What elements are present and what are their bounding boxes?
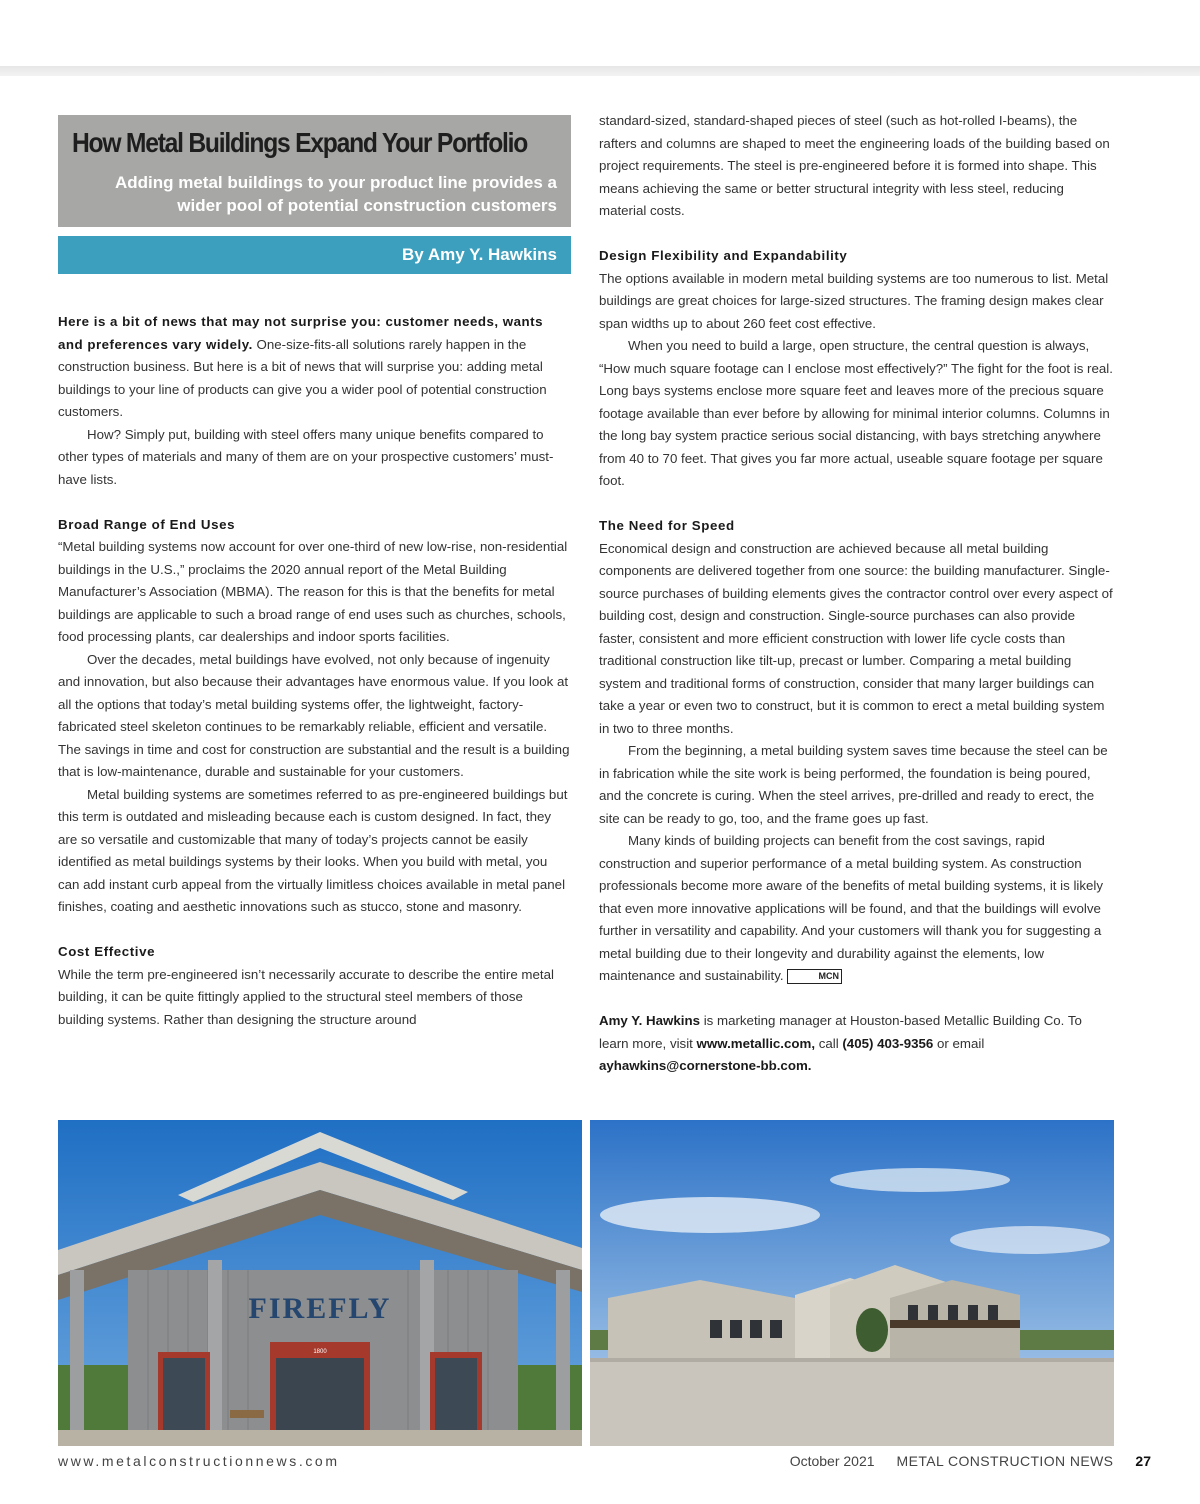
section-heading-need-for-speed: The Need for Speed bbox=[599, 518, 735, 533]
left-column bbox=[58, 311, 572, 1031]
right-column bbox=[599, 110, 1113, 1078]
section-heading-design-flexibility: Design Flexibility and Expandability bbox=[599, 248, 848, 263]
paragraph: While the term pre-engineered isn’t necessarily accurate to describe the entire metal building, it can be quite fittingly applied to the structural steel members of those building systems. Rather than designing the structure around bbox=[58, 966, 554, 1027]
paragraph bbox=[599, 830, 1113, 988]
subtitle-line-1: Adding metal buildings to your product line provides a bbox=[114, 173, 557, 192]
article-subtitle bbox=[72, 171, 557, 217]
paragraph: Over the decades, metal buildings have evolved, not only because of ingenuity and innovation, but also because their advantages have enormous value. If you look at all the options that today’s metal building systems offer, the lightweight, factory-fabricated steel skeleton continues to be remarkably reliable, efficient and versatile. The savings in time and cost for construction are substantial and the result is a building that is low-maintenance, durable and sustainable for your customers. bbox=[58, 651, 570, 779]
paragraph: When you need to build a large, open structure, the central question is always, “How much square footage can I enclose most effectively?” The fight for the foot is real. Long bays systems enclose more square feet and leaves more of the precious square footage available than ever before by allowing for minimal interior columns. Columns in the long bay system practice serious social distancing, with bays stretching anywhere from 40 to 70 feet. That gives you far more actual, useable square footage per square foot. bbox=[599, 338, 1113, 488]
paragraph: The options available in modern metal building systems are too numerous to list. Metal buildings are great choices for large-sized structures. The framing design makes clear span widths up to about 260 feet cost effective. bbox=[599, 270, 1109, 331]
byline-bar bbox=[58, 236, 571, 274]
subtitle-line-2: wider pool of potential construction customers bbox=[177, 196, 557, 215]
intro-lead: Here is a bit of news that may not surprise you: customer needs, wants and preferences vary widely. bbox=[58, 314, 543, 352]
section-heading-cost-effective: Cost Effective bbox=[58, 944, 156, 959]
sign-text: FIREFLY bbox=[248, 1292, 392, 1325]
photo-firefly-building bbox=[58, 1120, 582, 1446]
footer-date: October 2021 bbox=[789, 1453, 875, 1469]
paragraph: From the beginning, a metal building system saves time because the steel can be in fabrication while the site work is being performed, the foundation is being poured, and the concrete is curing. When the steel arrives, pre-drilled and ready to erect, the site can be ready to go, too, and the frame goes up fast. bbox=[599, 743, 1108, 826]
end-mark-icon: MCN bbox=[787, 969, 843, 984]
intro-text: One-size-fits-all solutions rarely happen in the construction business. But here is a bit of news that will surprise you: adding metal buildings to your line of products can give you a wider pool of potential construction customers. bbox=[58, 336, 547, 419]
page-number: 27 bbox=[1135, 1453, 1151, 1469]
bio-url-link[interactable]: www.metallic.com, bbox=[696, 1035, 816, 1051]
intro-paragraph-2: How? Simply put, building with steel offers many unique benefits compared to other types of materials and many of them are on your prospective customers’ must-have lists. bbox=[58, 426, 554, 487]
article-title: How Metal Buildings Expand Your Portfolio bbox=[72, 127, 528, 158]
photo-metallic-office-building bbox=[590, 1120, 1114, 1446]
paragraph: Economical design and construction are achieved because all metal building components are delivered together from one source: the building manufacturer. Single-source purchases of building elements gives the contractor control over every aspect of building cost, design and construction. Single-source purchases can also provide faster, consistent and more efficient construction with lower life cycle costs than traditional construction like tilt-up, precast or lumber. Comparing a metal building system and traditional forms of construction, consider that many larger buildings can take a year or even two to construct, but it is common to erect a metal building system in two to three months. bbox=[599, 540, 1113, 736]
footer-publication: METAL CONSTRUCTION NEWS bbox=[896, 1453, 1114, 1469]
paragraph: Metal building systems are sometimes referred to as pre-engineered buildings but this term is outdated and misleading because each is custom designed. In fact, they are so versatile and customizable that many of today’s projects cannot be easily identified as metal buildings systems by their looks. When you build with metal, you can add instant curb appeal from the virtually limitless choices available in metal panel finishes, coating and aesthetic innovations such as stucco, stone and masonry. bbox=[58, 786, 568, 914]
bio-text: or email bbox=[933, 1035, 985, 1051]
bio-name: Amy Y. Hawkins bbox=[599, 1013, 701, 1028]
door-number: 1800 bbox=[313, 1349, 327, 1355]
bio-text: is marketing manager at Houston-based Metallic Building Co. To learn more, visit bbox=[599, 1013, 1082, 1051]
author-bio bbox=[599, 1010, 1113, 1078]
paragraph-text: Many kinds of building projects can benefit from the cost savings, rapid construction and superior performance of a metal building system. As construction professionals become more aware of the benefits of metal building systems, it is likely that even more innovative applications will be found, and that the buildings will evolve further in versatility and capability. And your customers will thank you for suggesting a metal building due to their longevity and durability against the elements, low maintenance and sustainability. bbox=[599, 833, 1104, 983]
paragraph: “Metal building systems now account for over one-third of new low-rise, non-residential buildings in the U.S.,” proclaims the 2020 annual report of the Metal Building Manufacturer’s Association (MBMA). The reason for this is that the benefits for metal buildings are applicable to such a broad range of end uses such as churches, schools, food processing plants, car dealerships and indoor sports facilities. bbox=[58, 539, 568, 644]
section-heading-end-uses: Broad Range of End Uses bbox=[58, 516, 236, 532]
paragraph: standard-sized, standard-shaped pieces of steel (such as hot-rolled I-beams), the rafters and columns are shaped to meet the engineering loads of the building based on project requirements. The steel is pre-engineered before it is formed into shape. This means achieving the same or better structural integrity with less steel, reducing material costs. bbox=[599, 113, 1110, 218]
footer-url[interactable]: www.metalconstructionnews.com bbox=[58, 1453, 340, 1469]
top-divider bbox=[0, 66, 1200, 76]
intro-paragraph bbox=[58, 311, 572, 424]
bio-email-link[interactable]: ayhawkins@cornerstone-bb.com. bbox=[599, 1058, 812, 1073]
article-title-box bbox=[58, 115, 571, 227]
bio-text: call bbox=[815, 1035, 843, 1051]
bio-phone: (405) 403-9356 bbox=[842, 1035, 934, 1051]
byline: By Amy Y. Hawkins bbox=[402, 245, 557, 264]
footer-meta bbox=[790, 1453, 1151, 1469]
